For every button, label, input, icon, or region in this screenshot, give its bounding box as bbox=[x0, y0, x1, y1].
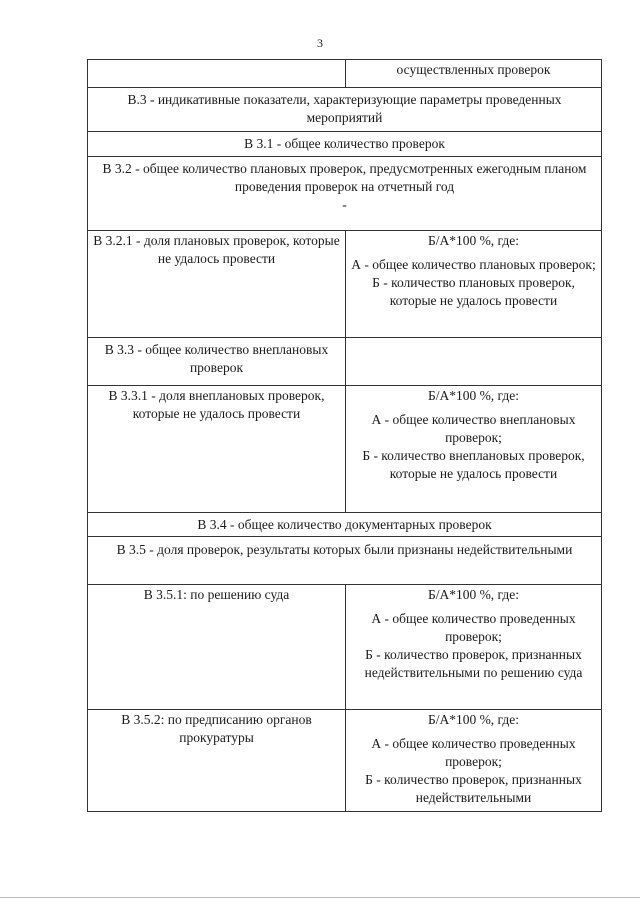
table-row bbox=[88, 231, 602, 338]
indicator-b3-3: В 3.3 - общее количество внеплановых проверок bbox=[88, 338, 346, 386]
table-row bbox=[88, 88, 602, 132]
formula-cell bbox=[346, 710, 602, 812]
table-row bbox=[88, 710, 602, 812]
formula-explain-a: А - общее количество проведенных проверок; bbox=[371, 736, 576, 769]
section-header-b3 bbox=[88, 88, 602, 132]
formula-explain-b: Б - количество проверок, признанных недействительными по решению суда bbox=[364, 647, 583, 680]
indicator-b3-2 bbox=[88, 157, 602, 231]
formula: Б/А*100 %, где: bbox=[427, 233, 520, 248]
table-row bbox=[88, 513, 602, 537]
page-number: 3 bbox=[317, 36, 323, 50]
table-row bbox=[88, 386, 602, 513]
table-row bbox=[88, 132, 602, 157]
formula: Б/А*100 %, где: bbox=[427, 712, 520, 727]
table-row bbox=[88, 60, 602, 88]
indicator-b3-5-1: В 3.5.1: по решению суда bbox=[88, 585, 346, 710]
table-cell bbox=[346, 338, 602, 386]
formula-explain-a: А - общее количество внеплановых проверок; bbox=[371, 412, 576, 445]
indicator-b3-2-1: В 3.2.1 - доля плановых проверок, которые не удалось провести bbox=[88, 231, 346, 338]
formula: Б/А*100 %, где: bbox=[427, 587, 520, 602]
formula: Б/А*100 %, где: bbox=[427, 388, 520, 403]
page-bottom-edge bbox=[0, 897, 640, 898]
table-cell bbox=[88, 60, 346, 88]
dash-mark: - bbox=[342, 197, 347, 212]
formula-cell bbox=[346, 386, 602, 513]
indicators-table bbox=[87, 59, 602, 812]
indicator-text: В 3.2 - общее количество плановых проверок, предусмотренных ежегодным планом проведения проверок на отчетный год bbox=[102, 161, 587, 194]
indicator-b3-5-2: В 3.5.2: по предписанию органов прокуратуры bbox=[88, 710, 346, 812]
formula-cell bbox=[346, 585, 602, 710]
table-row bbox=[88, 585, 602, 710]
table-row bbox=[88, 338, 602, 386]
table-row bbox=[88, 537, 602, 585]
formula-explain-b: Б - количество внеплановых проверок, которые не удалось провести bbox=[362, 448, 585, 481]
indicator-b3-4: В 3.4 - общее количество документарных проверок bbox=[88, 513, 602, 537]
formula-explain-b: Б - количество плановых проверок, которые не удалось провести bbox=[372, 275, 575, 308]
formula-explain-a: А - общее количество проведенных проверок; bbox=[371, 611, 576, 644]
table-cell: осуществленных проверок bbox=[346, 60, 602, 88]
formula-explain-a: А - общее количество плановых проверок; bbox=[351, 257, 596, 272]
indicator-b3-1: В 3.1 - общее количество проверок bbox=[88, 132, 602, 157]
section-header-text: В.3 - индикативные показатели, характеризующие параметры проведенных мероприятий bbox=[127, 92, 562, 125]
table-row bbox=[88, 157, 602, 231]
indicator-b3-3-1: В 3.3.1 - доля внеплановых проверок, которые не удалось провести bbox=[88, 386, 346, 513]
indicator-b3-5: В 3.5 - доля проверок, результаты которых были признаны недействительными bbox=[88, 537, 602, 585]
formula-cell bbox=[346, 231, 602, 338]
formula-explain-b: Б - количество проверок, признанных недействительными bbox=[365, 772, 582, 805]
